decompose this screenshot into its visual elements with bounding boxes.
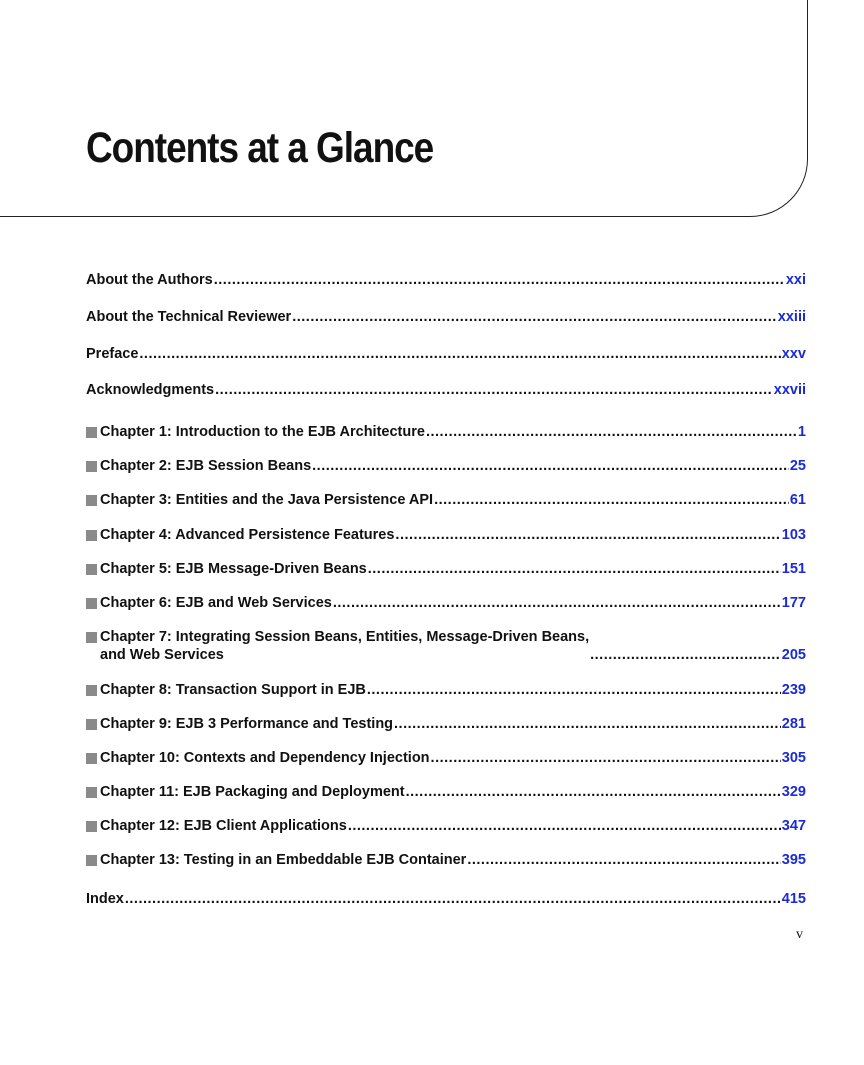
toc-entry-page-link[interactable]: 415 xyxy=(781,891,806,907)
chapter-bullet-icon xyxy=(86,530,97,541)
toc-entry-chapter-4[interactable] xyxy=(86,526,806,544)
toc-entry-chapter-8[interactable] xyxy=(86,681,806,699)
toc-entry-label: Chapter 7: Integrating Session Beans, Entities, Message-Driven Beans, xyxy=(100,629,590,645)
toc-entry-page-link[interactable]: 103 xyxy=(781,527,806,543)
toc-entry-page-link[interactable]: 25 xyxy=(789,458,806,474)
toc-entry-chapter-10[interactable] xyxy=(86,749,806,767)
chapter-bullet-icon xyxy=(86,787,97,798)
dot-leader xyxy=(467,851,780,869)
toc-entry-page-link[interactable]: 151 xyxy=(781,561,806,577)
dot-leader xyxy=(394,715,781,733)
toc-entry-chapter-9[interactable] xyxy=(86,715,806,733)
dot-leader xyxy=(368,560,781,578)
toc-entry-page-link[interactable]: xxi xyxy=(785,272,806,288)
toc-entry-page-link[interactable]: 329 xyxy=(781,784,806,800)
toc-entry-label: Chapter 10: Contexts and Dependency Injection xyxy=(100,750,430,766)
toc-entry-label-continued: and Web Services xyxy=(100,647,224,663)
dot-leader xyxy=(292,308,777,326)
toc-entry-about-authors[interactable] xyxy=(86,271,806,289)
chapter-bullet-icon xyxy=(86,598,97,609)
toc-entry-acknowledgments[interactable] xyxy=(86,381,806,399)
toc-entry-page-link[interactable]: 395 xyxy=(781,852,806,868)
toc-entry-chapter-13[interactable] xyxy=(86,851,806,869)
toc-entry-label: About the Technical Reviewer xyxy=(86,309,292,325)
dot-leader xyxy=(214,271,785,289)
toc-entry-label: Chapter 4: Advanced Persistence Features xyxy=(100,527,395,543)
chapter-bullet-icon xyxy=(86,495,97,506)
header-frame xyxy=(0,0,808,217)
toc-entry-page-link[interactable]: 239 xyxy=(781,682,806,698)
toc-entry-label: Chapter 9: EJB 3 Performance and Testing xyxy=(100,716,394,732)
toc-entry-index[interactable] xyxy=(86,890,806,908)
dot-leader xyxy=(348,817,781,835)
toc-entry-page-link[interactable]: 281 xyxy=(781,716,806,732)
toc-entry-label: Chapter 2: EJB Session Beans xyxy=(100,458,312,474)
toc-entry-page-link[interactable]: 1 xyxy=(797,424,806,440)
toc-entry-chapter-6[interactable] xyxy=(86,594,806,612)
toc-entry-about-technical-reviewer[interactable] xyxy=(86,308,806,326)
toc-entry-page-link[interactable]: 205 xyxy=(781,647,806,663)
chapter-bullet-icon xyxy=(86,632,97,643)
dot-leader xyxy=(590,646,781,664)
toc-entry-page-link[interactable]: xxiii xyxy=(777,309,806,325)
toc-entry-page-link[interactable]: 305 xyxy=(781,750,806,766)
toc-entry-chapter-7[interactable] xyxy=(86,628,806,664)
dot-leader xyxy=(395,526,780,544)
chapter-bullet-icon xyxy=(86,427,97,438)
chapter-bullet-icon xyxy=(86,564,97,575)
toc-entry-page-link[interactable]: xxv xyxy=(781,346,806,362)
chapter-bullet-icon xyxy=(86,753,97,764)
toc-entry-chapter-1[interactable] xyxy=(86,423,806,441)
toc-entry-label: About the Authors xyxy=(86,272,213,288)
chapter-bullet-icon xyxy=(86,685,97,696)
toc-entry-label: Chapter 12: EJB Client Applications xyxy=(100,818,347,834)
dot-leader xyxy=(139,345,780,363)
toc-entry-label: Index xyxy=(86,891,124,907)
toc-entry-label: Chapter 5: EJB Message-Driven Beans xyxy=(100,561,367,577)
dot-leader xyxy=(426,423,797,441)
toc-entry-preface[interactable] xyxy=(86,345,806,363)
chapter-bullet-icon xyxy=(86,855,97,866)
toc-entry-page-link[interactable]: 347 xyxy=(781,818,806,834)
toc-entry-chapter-12[interactable] xyxy=(86,817,806,835)
dot-leader xyxy=(312,457,789,475)
toc-entry-label: Chapter 3: Entities and the Java Persistence API xyxy=(100,492,434,508)
page-number: v xyxy=(796,927,803,942)
chapter-bullet-icon xyxy=(86,821,97,832)
dot-leader xyxy=(434,491,789,509)
toc-entry-label: Chapter 11: EJB Packaging and Deployment xyxy=(100,784,405,800)
dot-leader xyxy=(215,381,773,399)
toc-entry-label: Chapter 13: Testing in an Embeddable EJB Container xyxy=(100,852,467,868)
toc-entry-label: Acknowledgments xyxy=(86,382,215,398)
toc-entry-label: Chapter 6: EJB and Web Services xyxy=(100,595,332,611)
dot-leader xyxy=(431,749,781,767)
dot-leader xyxy=(406,783,781,801)
toc-entry-chapter-11[interactable] xyxy=(86,783,806,801)
toc-entry-chapter-2[interactable] xyxy=(86,457,806,475)
page-title: Contents at a Glance xyxy=(86,124,434,172)
dot-leader xyxy=(125,890,781,908)
toc-entry-label: Chapter 1: Introduction to the EJB Architecture xyxy=(100,424,425,440)
chapter-bullet-icon xyxy=(86,461,97,472)
chapter-bullet-icon xyxy=(86,719,97,730)
toc-entry-label: Preface xyxy=(86,346,139,362)
toc-entry-page-link[interactable]: xxvii xyxy=(773,382,806,398)
dot-leader xyxy=(367,681,781,699)
toc-entry-chapter-5[interactable] xyxy=(86,560,806,578)
toc-entry-page-link[interactable]: 61 xyxy=(789,492,806,508)
toc-entry-page-link[interactable]: 177 xyxy=(781,595,806,611)
toc-entry-label: Chapter 8: Transaction Support in EJB xyxy=(100,682,366,698)
dot-leader xyxy=(333,594,781,612)
toc-entry-chapter-3[interactable] xyxy=(86,491,806,509)
